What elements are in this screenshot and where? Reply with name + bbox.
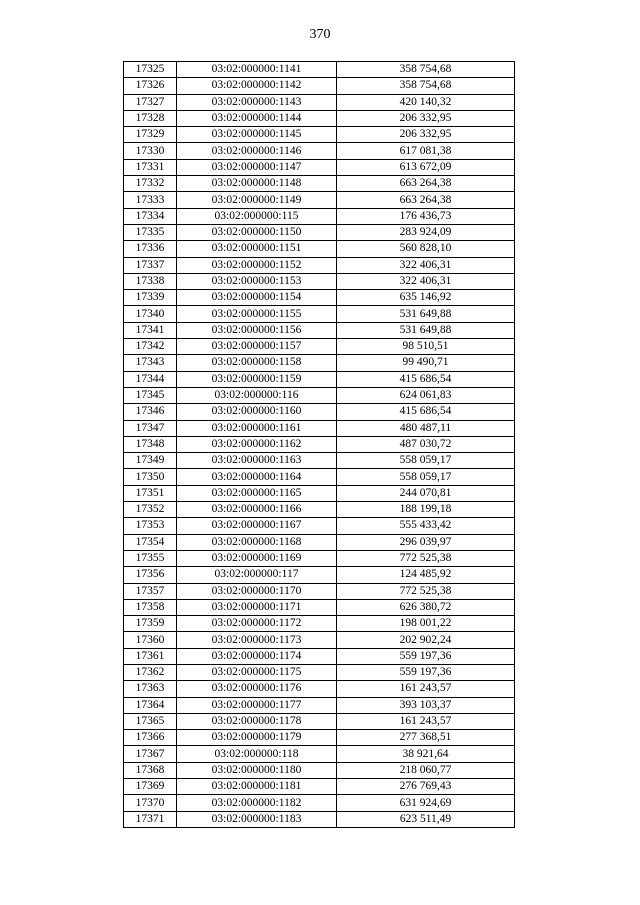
row-number-cell: 17341 bbox=[124, 322, 177, 338]
cadastral-number-cell: 03:02:000000:1173 bbox=[177, 632, 337, 648]
row-number-cell: 17334 bbox=[124, 208, 177, 224]
cadastral-number-cell: 03:02:000000:1142 bbox=[177, 78, 337, 94]
row-number-cell: 17347 bbox=[124, 420, 177, 436]
cadastral-number-cell: 03:02:000000:1178 bbox=[177, 713, 337, 729]
value-cell: 487 030,72 bbox=[337, 436, 515, 452]
cadastral-number-cell: 03:02:000000:1177 bbox=[177, 697, 337, 713]
table-row bbox=[124, 436, 515, 452]
table-row bbox=[124, 534, 515, 550]
row-number-cell: 17343 bbox=[124, 355, 177, 371]
row-number-cell: 17351 bbox=[124, 485, 177, 501]
value-cell: 276 769,43 bbox=[337, 779, 515, 795]
value-cell: 124 485,92 bbox=[337, 567, 515, 583]
value-cell: 99 490,71 bbox=[337, 355, 515, 371]
cadastral-number-cell: 03:02:000000:1180 bbox=[177, 762, 337, 778]
value-cell: 322 406,31 bbox=[337, 273, 515, 289]
cadastral-number-cell: 03:02:000000:1162 bbox=[177, 436, 337, 452]
row-number-cell: 17326 bbox=[124, 78, 177, 94]
value-cell: 393 103,37 bbox=[337, 697, 515, 713]
cadastral-number-cell: 03:02:000000:1161 bbox=[177, 420, 337, 436]
value-cell: 206 332,95 bbox=[337, 127, 515, 143]
table-row bbox=[124, 290, 515, 306]
row-number-cell: 17344 bbox=[124, 371, 177, 387]
value-cell: 623 511,49 bbox=[337, 811, 515, 827]
table-row bbox=[124, 339, 515, 355]
value-cell: 277 368,51 bbox=[337, 730, 515, 746]
table-row bbox=[124, 110, 515, 126]
cadastral-number-cell: 03:02:000000:117 bbox=[177, 567, 337, 583]
value-cell: 415 686,54 bbox=[337, 404, 515, 420]
row-number-cell: 17370 bbox=[124, 795, 177, 811]
cadastral-number-cell: 03:02:000000:1174 bbox=[177, 648, 337, 664]
value-cell: 631 924,69 bbox=[337, 795, 515, 811]
row-number-cell: 17345 bbox=[124, 387, 177, 403]
table-row bbox=[124, 453, 515, 469]
cadastral-number-cell: 03:02:000000:1151 bbox=[177, 241, 337, 257]
row-number-cell: 17362 bbox=[124, 664, 177, 680]
cadastral-number-cell: 03:02:000000:1144 bbox=[177, 110, 337, 126]
value-cell: 322 406,31 bbox=[337, 257, 515, 273]
value-cell: 161 243,57 bbox=[337, 713, 515, 729]
table-row bbox=[124, 192, 515, 208]
row-number-cell: 17348 bbox=[124, 436, 177, 452]
row-number-cell: 17330 bbox=[124, 143, 177, 159]
cadastral-number-cell: 03:02:000000:1182 bbox=[177, 795, 337, 811]
value-cell: 176 436,73 bbox=[337, 208, 515, 224]
cadastral-number-cell: 03:02:000000:1169 bbox=[177, 550, 337, 566]
value-cell: 98 510,51 bbox=[337, 339, 515, 355]
value-cell: 531 649,88 bbox=[337, 322, 515, 338]
cadastral-number-cell: 03:02:000000:1165 bbox=[177, 485, 337, 501]
value-cell: 202 902,24 bbox=[337, 632, 515, 648]
table-row bbox=[124, 762, 515, 778]
table-row bbox=[124, 697, 515, 713]
value-cell: 188 199,18 bbox=[337, 502, 515, 518]
row-number-cell: 17337 bbox=[124, 257, 177, 273]
row-number-cell: 17336 bbox=[124, 241, 177, 257]
row-number-cell: 17349 bbox=[124, 453, 177, 469]
value-cell: 531 649,88 bbox=[337, 306, 515, 322]
table-row bbox=[124, 502, 515, 518]
table-row bbox=[124, 518, 515, 534]
table-row bbox=[124, 257, 515, 273]
value-cell: 296 039,97 bbox=[337, 534, 515, 550]
value-cell: 613 672,09 bbox=[337, 159, 515, 175]
table-row bbox=[124, 208, 515, 224]
row-number-cell: 17361 bbox=[124, 648, 177, 664]
cadastral-number-cell: 03:02:000000:1168 bbox=[177, 534, 337, 550]
table-row bbox=[124, 224, 515, 240]
table-row bbox=[124, 78, 515, 94]
row-number-cell: 17359 bbox=[124, 616, 177, 632]
table-row bbox=[124, 127, 515, 143]
table-row bbox=[124, 420, 515, 436]
value-cell: 635 146,92 bbox=[337, 290, 515, 306]
table-row bbox=[124, 648, 515, 664]
cadastral-number-cell: 03:02:000000:1141 bbox=[177, 62, 337, 78]
table-row bbox=[124, 795, 515, 811]
table-row bbox=[124, 681, 515, 697]
cadastral-number-cell: 03:02:000000:1146 bbox=[177, 143, 337, 159]
cadastral-number-cell: 03:02:000000:118 bbox=[177, 746, 337, 762]
row-number-cell: 17352 bbox=[124, 502, 177, 518]
row-number-cell: 17371 bbox=[124, 811, 177, 827]
cadastral-number-cell: 03:02:000000:1155 bbox=[177, 306, 337, 322]
table-row bbox=[124, 404, 515, 420]
row-number-cell: 17333 bbox=[124, 192, 177, 208]
cadastral-number-cell: 03:02:000000:1149 bbox=[177, 192, 337, 208]
table-row bbox=[124, 371, 515, 387]
row-number-cell: 17357 bbox=[124, 583, 177, 599]
row-number-cell: 17360 bbox=[124, 632, 177, 648]
table-row bbox=[124, 387, 515, 403]
row-number-cell: 17365 bbox=[124, 713, 177, 729]
cadastral-number-cell: 03:02:000000:1150 bbox=[177, 224, 337, 240]
value-cell: 198 001,22 bbox=[337, 616, 515, 632]
cadastral-number-cell: 03:02:000000:1170 bbox=[177, 583, 337, 599]
cadastral-number-cell: 03:02:000000:1183 bbox=[177, 811, 337, 827]
cadastral-number-cell: 03:02:000000:1164 bbox=[177, 469, 337, 485]
value-cell: 206 332,95 bbox=[337, 110, 515, 126]
table-row bbox=[124, 159, 515, 175]
table-row bbox=[124, 322, 515, 338]
row-number-cell: 17355 bbox=[124, 550, 177, 566]
value-cell: 560 828,10 bbox=[337, 241, 515, 257]
cadastral-number-cell: 03:02:000000:115 bbox=[177, 208, 337, 224]
value-cell: 555 433,42 bbox=[337, 518, 515, 534]
cadastral-number-cell: 03:02:000000:1172 bbox=[177, 616, 337, 632]
cadastral-number-cell: 03:02:000000:1159 bbox=[177, 371, 337, 387]
value-cell: 38 921,64 bbox=[337, 746, 515, 762]
cadastral-number-cell: 03:02:000000:1152 bbox=[177, 257, 337, 273]
table-row bbox=[124, 469, 515, 485]
row-number-cell: 17368 bbox=[124, 762, 177, 778]
cadastral-number-cell: 03:02:000000:1148 bbox=[177, 176, 337, 192]
cadastral-number-cell: 03:02:000000:1163 bbox=[177, 453, 337, 469]
value-cell: 663 264,38 bbox=[337, 192, 515, 208]
cadastral-number-cell: 03:02:000000:1176 bbox=[177, 681, 337, 697]
table-row bbox=[124, 94, 515, 110]
value-cell: 559 197,36 bbox=[337, 648, 515, 664]
cadastral-number-cell: 03:02:000000:1154 bbox=[177, 290, 337, 306]
cadastral-number-cell: 03:02:000000:1153 bbox=[177, 273, 337, 289]
cadastral-number-cell: 03:02:000000:1166 bbox=[177, 502, 337, 518]
cadastral-number-cell: 03:02:000000:1160 bbox=[177, 404, 337, 420]
row-number-cell: 17369 bbox=[124, 779, 177, 795]
row-number-cell: 17364 bbox=[124, 697, 177, 713]
cadastral-number-cell: 03:02:000000:1158 bbox=[177, 355, 337, 371]
table-row bbox=[124, 583, 515, 599]
row-number-cell: 17350 bbox=[124, 469, 177, 485]
table-row bbox=[124, 143, 515, 159]
cadastral-number-cell: 03:02:000000:1157 bbox=[177, 339, 337, 355]
table-row bbox=[124, 713, 515, 729]
value-cell: 624 061,83 bbox=[337, 387, 515, 403]
row-number-cell: 17335 bbox=[124, 224, 177, 240]
table-row bbox=[124, 485, 515, 501]
table-row bbox=[124, 176, 515, 192]
cadastral-number-cell: 03:02:000000:1145 bbox=[177, 127, 337, 143]
cadastral-number-cell: 03:02:000000:116 bbox=[177, 387, 337, 403]
table-row bbox=[124, 746, 515, 762]
table-row bbox=[124, 779, 515, 795]
value-cell: 772 525,38 bbox=[337, 550, 515, 566]
value-cell: 663 264,38 bbox=[337, 176, 515, 192]
table-row bbox=[124, 811, 515, 827]
row-number-cell: 17356 bbox=[124, 567, 177, 583]
value-cell: 559 197,36 bbox=[337, 664, 515, 680]
value-cell: 420 140,32 bbox=[337, 94, 515, 110]
table-row bbox=[124, 616, 515, 632]
table-row bbox=[124, 599, 515, 615]
table-row bbox=[124, 632, 515, 648]
value-cell: 617 081,38 bbox=[337, 143, 515, 159]
table-row bbox=[124, 273, 515, 289]
table-row bbox=[124, 62, 515, 78]
row-number-cell: 17340 bbox=[124, 306, 177, 322]
row-number-cell: 17366 bbox=[124, 730, 177, 746]
value-cell: 415 686,54 bbox=[337, 371, 515, 387]
value-cell: 480 487,11 bbox=[337, 420, 515, 436]
cadastral-number-cell: 03:02:000000:1167 bbox=[177, 518, 337, 534]
value-cell: 161 243,57 bbox=[337, 681, 515, 697]
value-cell: 358 754,68 bbox=[337, 78, 515, 94]
table-row bbox=[124, 730, 515, 746]
registry-table bbox=[123, 61, 515, 828]
registry-table-body bbox=[124, 62, 515, 828]
cadastral-number-cell: 03:02:000000:1156 bbox=[177, 322, 337, 338]
table-row bbox=[124, 567, 515, 583]
value-cell: 558 059,17 bbox=[337, 469, 515, 485]
table-row bbox=[124, 355, 515, 371]
row-number-cell: 17327 bbox=[124, 94, 177, 110]
value-cell: 244 070,81 bbox=[337, 485, 515, 501]
cadastral-number-cell: 03:02:000000:1171 bbox=[177, 599, 337, 615]
cadastral-number-cell: 03:02:000000:1181 bbox=[177, 779, 337, 795]
table-row bbox=[124, 550, 515, 566]
table-row bbox=[124, 241, 515, 257]
row-number-cell: 17363 bbox=[124, 681, 177, 697]
table-row bbox=[124, 306, 515, 322]
value-cell: 283 924,09 bbox=[337, 224, 515, 240]
row-number-cell: 17332 bbox=[124, 176, 177, 192]
row-number-cell: 17367 bbox=[124, 746, 177, 762]
row-number-cell: 17342 bbox=[124, 339, 177, 355]
cadastral-number-cell: 03:02:000000:1175 bbox=[177, 664, 337, 680]
cadastral-number-cell: 03:02:000000:1179 bbox=[177, 730, 337, 746]
row-number-cell: 17358 bbox=[124, 599, 177, 615]
value-cell: 558 059,17 bbox=[337, 453, 515, 469]
row-number-cell: 17339 bbox=[124, 290, 177, 306]
value-cell: 772 525,38 bbox=[337, 583, 515, 599]
table-row bbox=[124, 664, 515, 680]
value-cell: 218 060,77 bbox=[337, 762, 515, 778]
row-number-cell: 17354 bbox=[124, 534, 177, 550]
row-number-cell: 17346 bbox=[124, 404, 177, 420]
cadastral-number-cell: 03:02:000000:1143 bbox=[177, 94, 337, 110]
row-number-cell: 17353 bbox=[124, 518, 177, 534]
page-number: 370 bbox=[309, 27, 331, 42]
row-number-cell: 17328 bbox=[124, 110, 177, 126]
row-number-cell: 17338 bbox=[124, 273, 177, 289]
row-number-cell: 17331 bbox=[124, 159, 177, 175]
value-cell: 626 380,72 bbox=[337, 599, 515, 615]
row-number-cell: 17325 bbox=[124, 62, 177, 78]
cadastral-number-cell: 03:02:000000:1147 bbox=[177, 159, 337, 175]
row-number-cell: 17329 bbox=[124, 127, 177, 143]
value-cell: 358 754,68 bbox=[337, 62, 515, 78]
